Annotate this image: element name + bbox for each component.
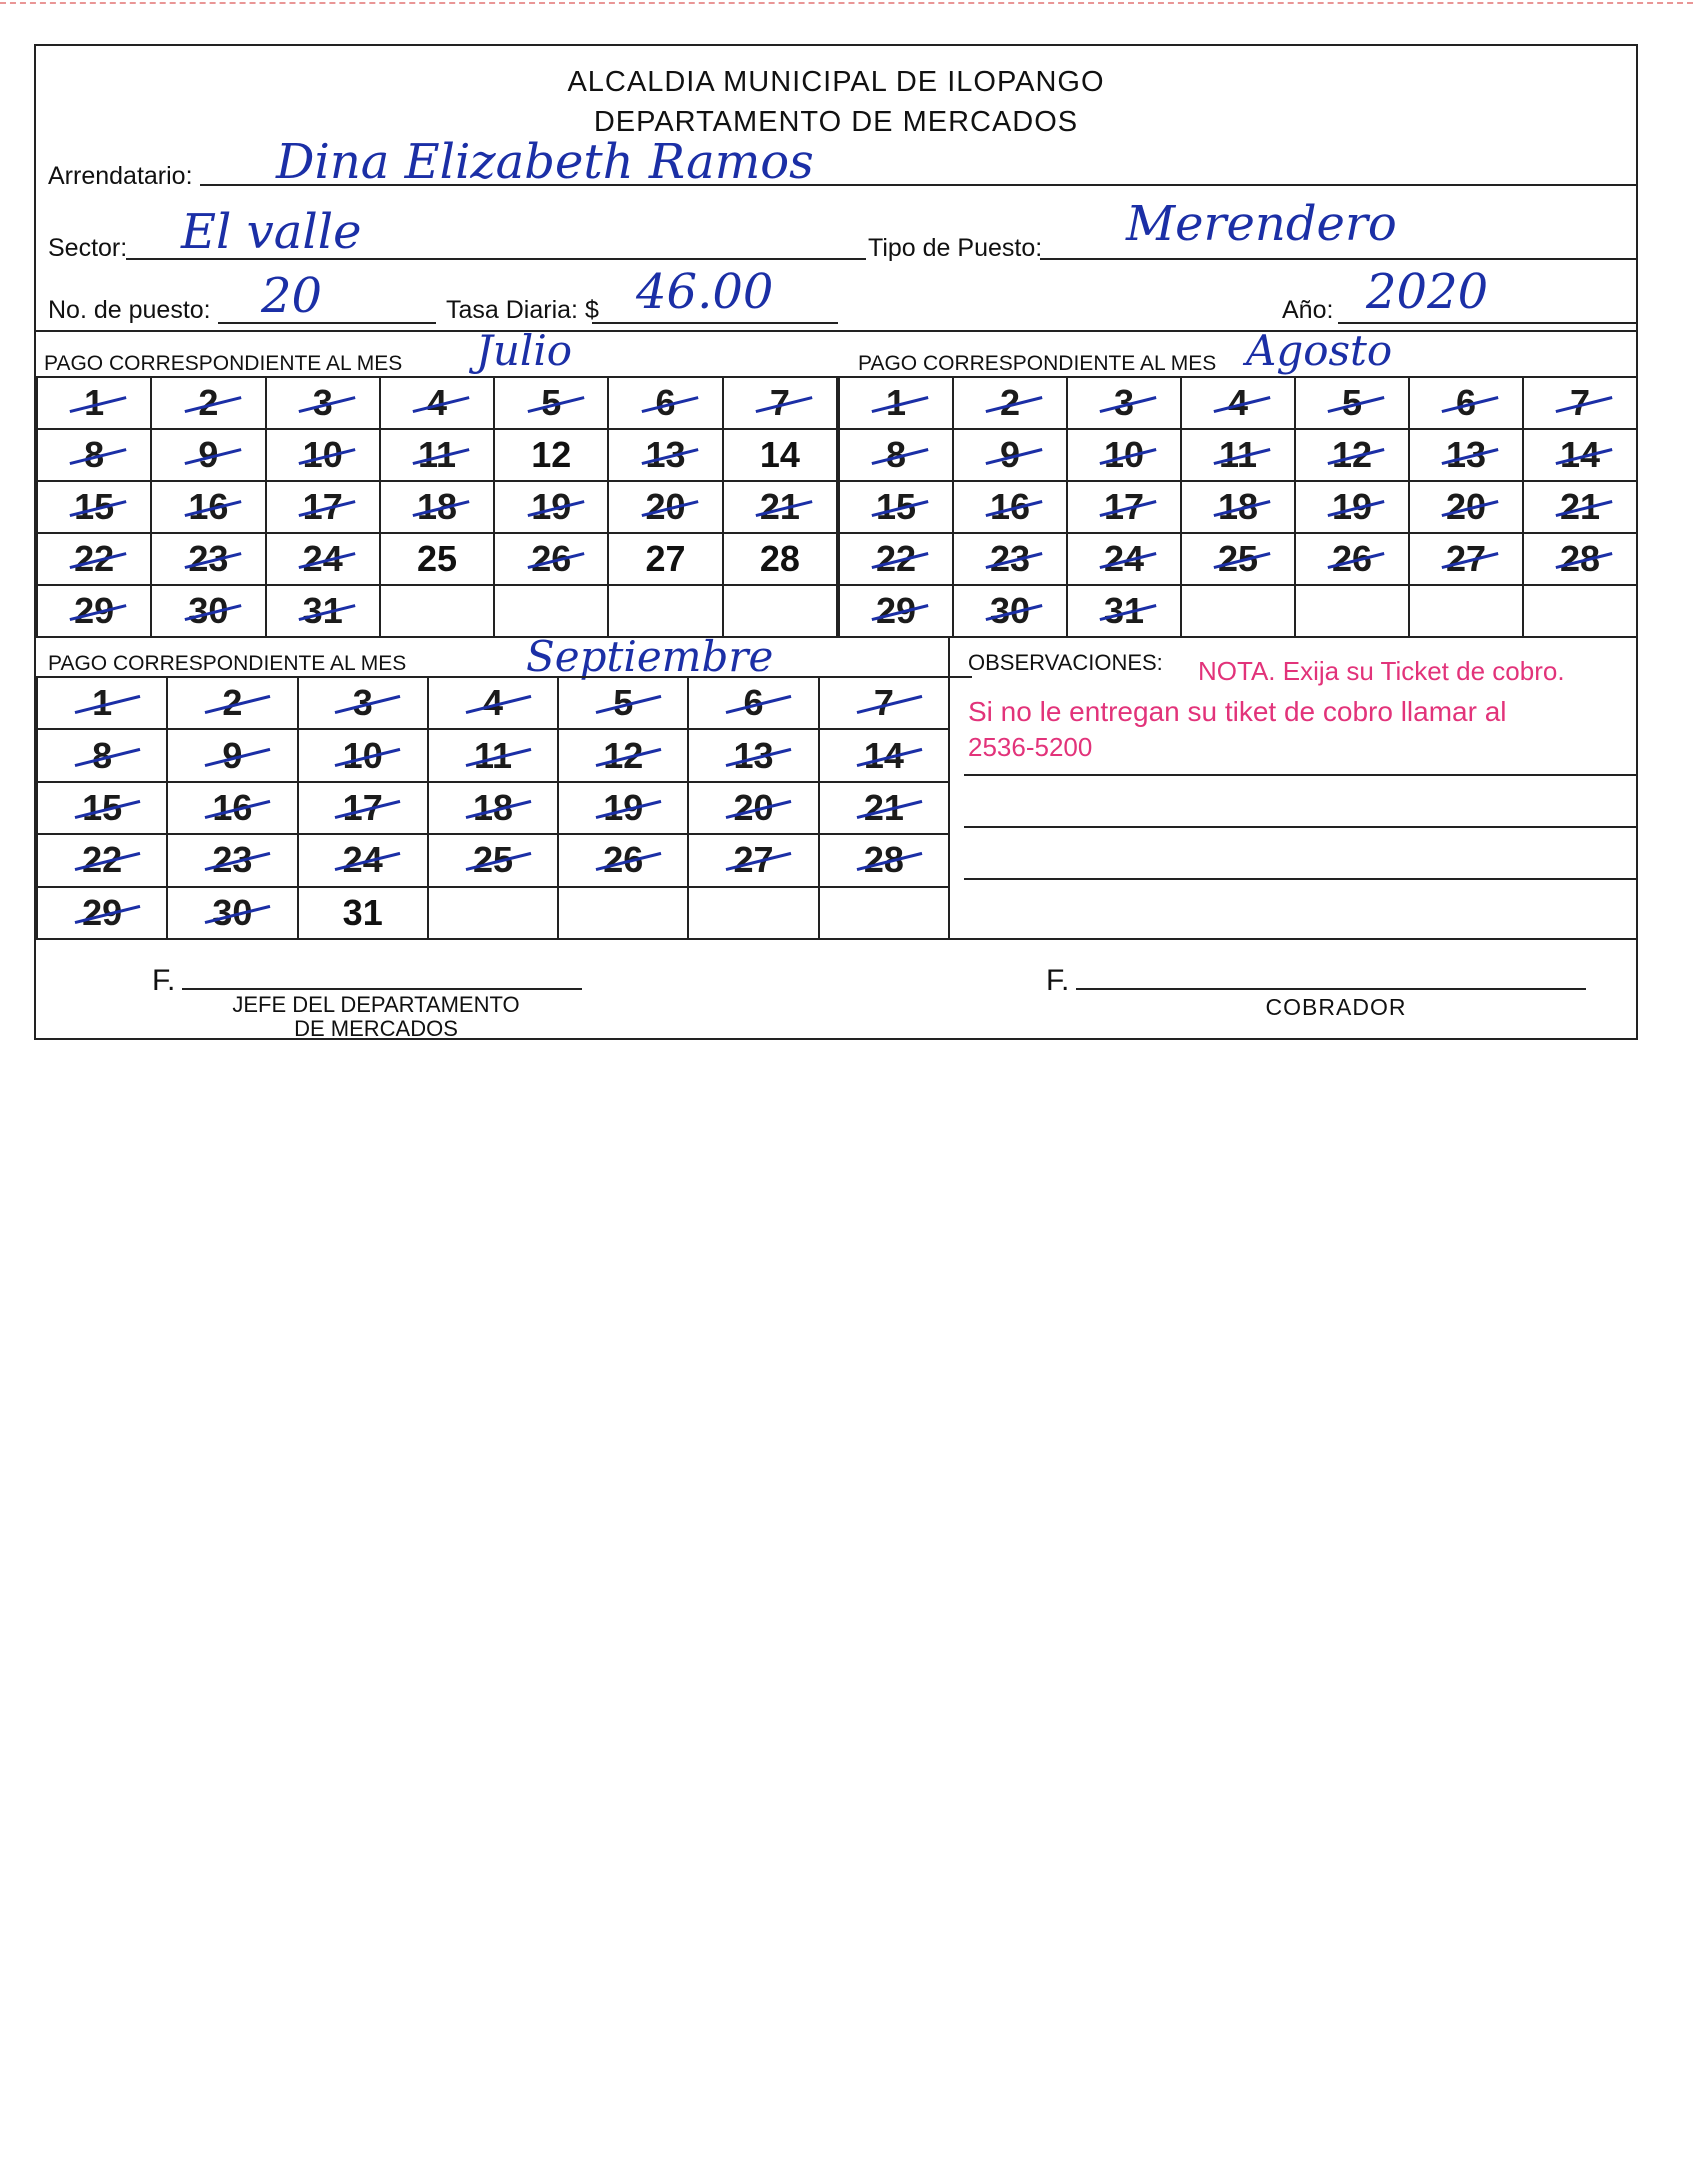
day-cell — [1524, 534, 1638, 586]
day-number: 25 — [1217, 538, 1259, 579]
day-cell — [495, 378, 609, 430]
day-cell — [299, 888, 429, 940]
day-cell — [381, 586, 495, 638]
day-number: 28 — [863, 839, 904, 881]
day-cell — [38, 586, 152, 638]
day-number: 25 — [472, 839, 514, 881]
day-cell — [559, 835, 689, 887]
day-cell — [820, 730, 950, 782]
nota-ticket: NOTA. Exija su Ticket de cobro. — [1198, 656, 1565, 686]
day-number: 9 — [222, 734, 243, 776]
day-cell — [840, 430, 954, 482]
calendar-septiembre — [36, 676, 950, 940]
day-number: 15 — [82, 786, 123, 828]
observaciones-label: OBSERVACIONES: — [968, 650, 1163, 675]
observaciones-line-3 — [964, 878, 1636, 880]
observaciones-line-2 — [964, 826, 1636, 828]
day-cell — [689, 678, 819, 730]
day-cell — [1524, 430, 1638, 482]
day-number: 15 — [74, 486, 115, 527]
day-number: 7 — [769, 382, 790, 423]
day-cell — [38, 783, 168, 835]
day-number: 13 — [733, 734, 774, 776]
day-cell — [1068, 586, 1182, 638]
day-number: 29 — [74, 590, 115, 631]
sector-value: El valle — [181, 204, 362, 260]
day-cell — [559, 678, 689, 730]
day-cell — [267, 430, 381, 482]
day-number: 20 — [1445, 486, 1487, 527]
perforation-edge — [0, 2, 1693, 7]
day-number: 12 — [603, 734, 644, 776]
aviso-ticket: Si no le entregan su tiket de cobro llamar al — [968, 696, 1507, 727]
firma-cobrador-title: COBRADOR — [1265, 994, 1407, 1020]
day-cell — [1524, 586, 1638, 638]
day-number: 27 — [1445, 538, 1487, 579]
day-cell — [954, 534, 1068, 586]
day-cell — [1296, 430, 1410, 482]
day-number: 24 — [1103, 538, 1145, 579]
mes-label-septiembre: PAGO CORRESPONDIENTE AL MES — [48, 652, 407, 675]
day-cell — [724, 534, 838, 586]
day-cell — [820, 783, 950, 835]
day-cell — [559, 888, 689, 940]
day-number: 19 — [603, 786, 644, 828]
day-cell — [954, 378, 1068, 430]
observaciones-divider — [948, 638, 950, 940]
day-cell — [429, 678, 559, 730]
day-cell — [267, 482, 381, 534]
anio-value: 2020 — [1366, 264, 1489, 320]
day-cell — [38, 534, 152, 586]
firma-jefe-f: F. — [152, 964, 176, 997]
day-number: 7 — [1569, 382, 1591, 423]
mes-value-septiembre: Septiembre — [526, 632, 774, 681]
day-cell — [689, 888, 819, 940]
day-number: 10 — [342, 734, 383, 776]
day-number: 19 — [1331, 486, 1373, 527]
payment-card — [34, 44, 1638, 1040]
day-number: 2 — [222, 682, 243, 724]
day-cell — [820, 835, 950, 887]
day-number: 8 — [885, 434, 907, 475]
day-cell — [1296, 482, 1410, 534]
day-cell — [559, 730, 689, 782]
day-number: 18 — [472, 786, 514, 828]
firma-cobrador-line — [1076, 988, 1586, 990]
firma-cobrador-f: F. — [1046, 964, 1070, 997]
observaciones-line-1 — [964, 774, 1636, 776]
day-cell — [1182, 586, 1296, 638]
day-number: 24 — [302, 538, 343, 579]
day-cell — [1182, 430, 1296, 482]
day-cell — [381, 378, 495, 430]
day-cell — [152, 430, 266, 482]
tipo-puesto-value: Merendero — [1126, 196, 1397, 252]
day-number: 23 — [188, 538, 229, 579]
day-number: 28 — [1559, 538, 1601, 579]
day-cell — [1182, 534, 1296, 586]
day-cell — [38, 678, 168, 730]
day-cell — [152, 534, 266, 586]
day-number: 13 — [1445, 434, 1487, 475]
day-cell — [152, 482, 266, 534]
day-cell — [954, 586, 1068, 638]
day-cell — [840, 534, 954, 586]
day-number: 20 — [645, 486, 686, 527]
day-number: 18 — [416, 486, 458, 527]
day-number: 20 — [733, 786, 774, 828]
day-number: 22 — [74, 538, 115, 579]
day-number: 31 — [302, 590, 343, 631]
day-number: 2 — [198, 382, 219, 423]
day-number: 29 — [875, 590, 917, 631]
day-number: 28 — [759, 538, 800, 579]
day-number: 31 — [342, 891, 383, 933]
day-number: 9 — [999, 434, 1021, 475]
day-cell — [1410, 482, 1524, 534]
day-number: 26 — [1331, 538, 1373, 579]
day-cell — [1182, 482, 1296, 534]
day-number: 11 — [1218, 434, 1258, 475]
day-number: 8 — [92, 734, 113, 776]
day-cell — [1296, 378, 1410, 430]
day-number: 27 — [733, 839, 774, 881]
day-cell — [1524, 378, 1638, 430]
day-cell — [381, 482, 495, 534]
day-cell — [1410, 534, 1524, 586]
day-cell — [429, 888, 559, 940]
day-number: 3 — [1113, 382, 1135, 423]
day-number: 6 — [1455, 382, 1477, 423]
day-cell — [689, 783, 819, 835]
day-number: 15 — [875, 486, 917, 527]
section-divider — [36, 330, 1636, 332]
day-number: 11 — [417, 434, 457, 475]
day-cell — [429, 783, 559, 835]
puesto-line — [218, 322, 436, 324]
day-cell — [168, 888, 298, 940]
day-number: 4 — [1227, 382, 1249, 423]
day-number: 26 — [603, 839, 644, 881]
day-number: 2 — [999, 382, 1021, 423]
mes-label-agosto: PAGO CORRESPONDIENTE AL MES — [858, 352, 1217, 375]
calendar-julio — [36, 376, 838, 638]
day-cell — [820, 678, 950, 730]
sector-label: Sector: — [48, 234, 128, 262]
day-cell — [299, 835, 429, 887]
day-cell — [299, 678, 429, 730]
day-cell — [609, 482, 723, 534]
day-cell — [381, 430, 495, 482]
day-cell — [495, 586, 609, 638]
day-number: 21 — [863, 786, 904, 828]
day-cell — [1410, 430, 1524, 482]
day-number: 10 — [302, 434, 343, 475]
day-cell — [168, 835, 298, 887]
puesto-label: No. de puesto: — [48, 296, 211, 324]
mes-label-julio: PAGO CORRESPONDIENTE AL MES — [44, 352, 403, 375]
day-cell — [299, 730, 429, 782]
calendar-agosto — [838, 376, 1638, 638]
day-cell — [820, 888, 950, 940]
day-number: 8 — [84, 434, 105, 475]
day-cell — [38, 482, 152, 534]
day-cell — [609, 430, 723, 482]
day-cell — [168, 678, 298, 730]
day-number: 9 — [198, 434, 219, 475]
day-cell — [38, 888, 168, 940]
day-cell — [1068, 378, 1182, 430]
puesto-value: 20 — [261, 268, 323, 324]
day-cell — [38, 430, 152, 482]
day-number: 10 — [1103, 434, 1145, 475]
day-cell — [1068, 482, 1182, 534]
day-number: 1 — [885, 382, 907, 423]
day-cell — [840, 586, 954, 638]
day-number: 16 — [989, 486, 1031, 527]
day-cell — [1410, 378, 1524, 430]
day-number: 24 — [342, 839, 383, 881]
day-number: 7 — [873, 682, 894, 724]
day-number: 18 — [1217, 486, 1259, 527]
day-number: 4 — [426, 382, 447, 423]
day-cell — [38, 835, 168, 887]
tasa-value: 46.00 — [636, 264, 774, 320]
day-cell — [495, 482, 609, 534]
day-cell — [609, 534, 723, 586]
day-cell — [495, 534, 609, 586]
day-number: 27 — [645, 538, 686, 579]
day-number: 23 — [212, 839, 253, 881]
day-cell — [559, 783, 689, 835]
day-number: 30 — [188, 590, 229, 631]
day-cell — [38, 730, 168, 782]
day-number: 1 — [92, 682, 113, 724]
day-number: 17 — [342, 786, 383, 828]
day-cell — [381, 534, 495, 586]
day-number: 14 — [759, 434, 800, 475]
day-number: 19 — [531, 486, 572, 527]
telefono-contacto: 2536-5200 — [968, 732, 1093, 762]
day-number: 31 — [1103, 590, 1145, 631]
day-cell — [724, 430, 838, 482]
day-cell — [724, 378, 838, 430]
day-number: 26 — [531, 538, 572, 579]
day-number: 29 — [82, 891, 123, 933]
day-cell — [495, 430, 609, 482]
day-cell — [724, 482, 838, 534]
day-number: 12 — [531, 434, 572, 475]
anio-label: Año: — [1282, 296, 1334, 324]
day-cell — [38, 378, 152, 430]
firma-jefe-title-1: JEFE DEL DEPARTAMENTO — [232, 992, 520, 1017]
tipo-puesto-line — [1040, 258, 1636, 260]
day-number: 11 — [473, 734, 513, 776]
day-cell — [1068, 430, 1182, 482]
day-number: 16 — [188, 486, 229, 527]
day-cell — [1410, 586, 1524, 638]
tasa-label: Tasa Diaria: $ — [446, 296, 599, 324]
day-cell — [267, 534, 381, 586]
header-municipality: ALCALDIA MUNICIPAL DE ILOPANGO — [567, 66, 1105, 98]
day-number: 12 — [1331, 434, 1373, 475]
day-number: 5 — [541, 382, 562, 423]
day-cell — [429, 835, 559, 887]
firma-jefe-title-2: DE MERCADOS — [294, 1016, 458, 1041]
day-number: 30 — [989, 590, 1031, 631]
day-cell — [299, 783, 429, 835]
tasa-line — [592, 322, 838, 324]
day-number: 30 — [212, 891, 253, 933]
day-number: 6 — [743, 682, 764, 724]
day-cell — [152, 586, 266, 638]
day-cell — [609, 586, 723, 638]
day-number: 5 — [1341, 382, 1363, 423]
day-number: 6 — [655, 382, 676, 423]
day-cell — [954, 482, 1068, 534]
day-number: 14 — [863, 734, 904, 776]
day-number: 23 — [989, 538, 1031, 579]
day-cell — [689, 730, 819, 782]
day-cell — [724, 586, 838, 638]
mes-value-julio: Julio — [476, 326, 573, 375]
day-cell — [267, 586, 381, 638]
day-number: 1 — [84, 382, 105, 423]
mes-value-agosto: Agosto — [1246, 326, 1393, 375]
day-cell — [152, 378, 266, 430]
header-department: DEPARTAMENTO DE MERCADOS — [593, 106, 1079, 138]
day-number: 3 — [352, 682, 373, 724]
day-number: 17 — [302, 486, 343, 527]
signature-divider — [36, 938, 1636, 940]
day-cell — [840, 378, 954, 430]
day-cell — [609, 378, 723, 430]
day-cell — [954, 430, 1068, 482]
tipo-puesto-label: Tipo de Puesto: — [868, 234, 1043, 262]
day-number: 3 — [312, 382, 333, 423]
day-number: 13 — [645, 434, 686, 475]
day-cell — [168, 783, 298, 835]
day-cell — [1182, 378, 1296, 430]
arrendatario-label: Arrendatario: — [48, 162, 193, 190]
day-number: 14 — [1559, 434, 1601, 475]
day-cell — [840, 482, 954, 534]
day-number: 25 — [416, 538, 458, 579]
day-number: 16 — [212, 786, 253, 828]
day-cell — [267, 378, 381, 430]
day-cell — [689, 835, 819, 887]
arrendatario-value: Dina Elizabeth Ramos — [276, 134, 814, 190]
day-number: 17 — [1103, 486, 1145, 527]
anio-line — [1338, 322, 1636, 324]
day-cell — [1524, 482, 1638, 534]
day-cell — [1296, 534, 1410, 586]
day-number: 22 — [82, 839, 123, 881]
day-number: 22 — [875, 538, 917, 579]
day-cell — [168, 730, 298, 782]
day-number: 5 — [613, 682, 634, 724]
day-number: 21 — [1559, 486, 1601, 527]
day-cell — [1296, 586, 1410, 638]
day-number: 4 — [482, 682, 503, 724]
firma-jefe-line — [182, 988, 582, 990]
day-cell — [1068, 534, 1182, 586]
day-cell — [429, 730, 559, 782]
day-number: 21 — [759, 486, 800, 527]
